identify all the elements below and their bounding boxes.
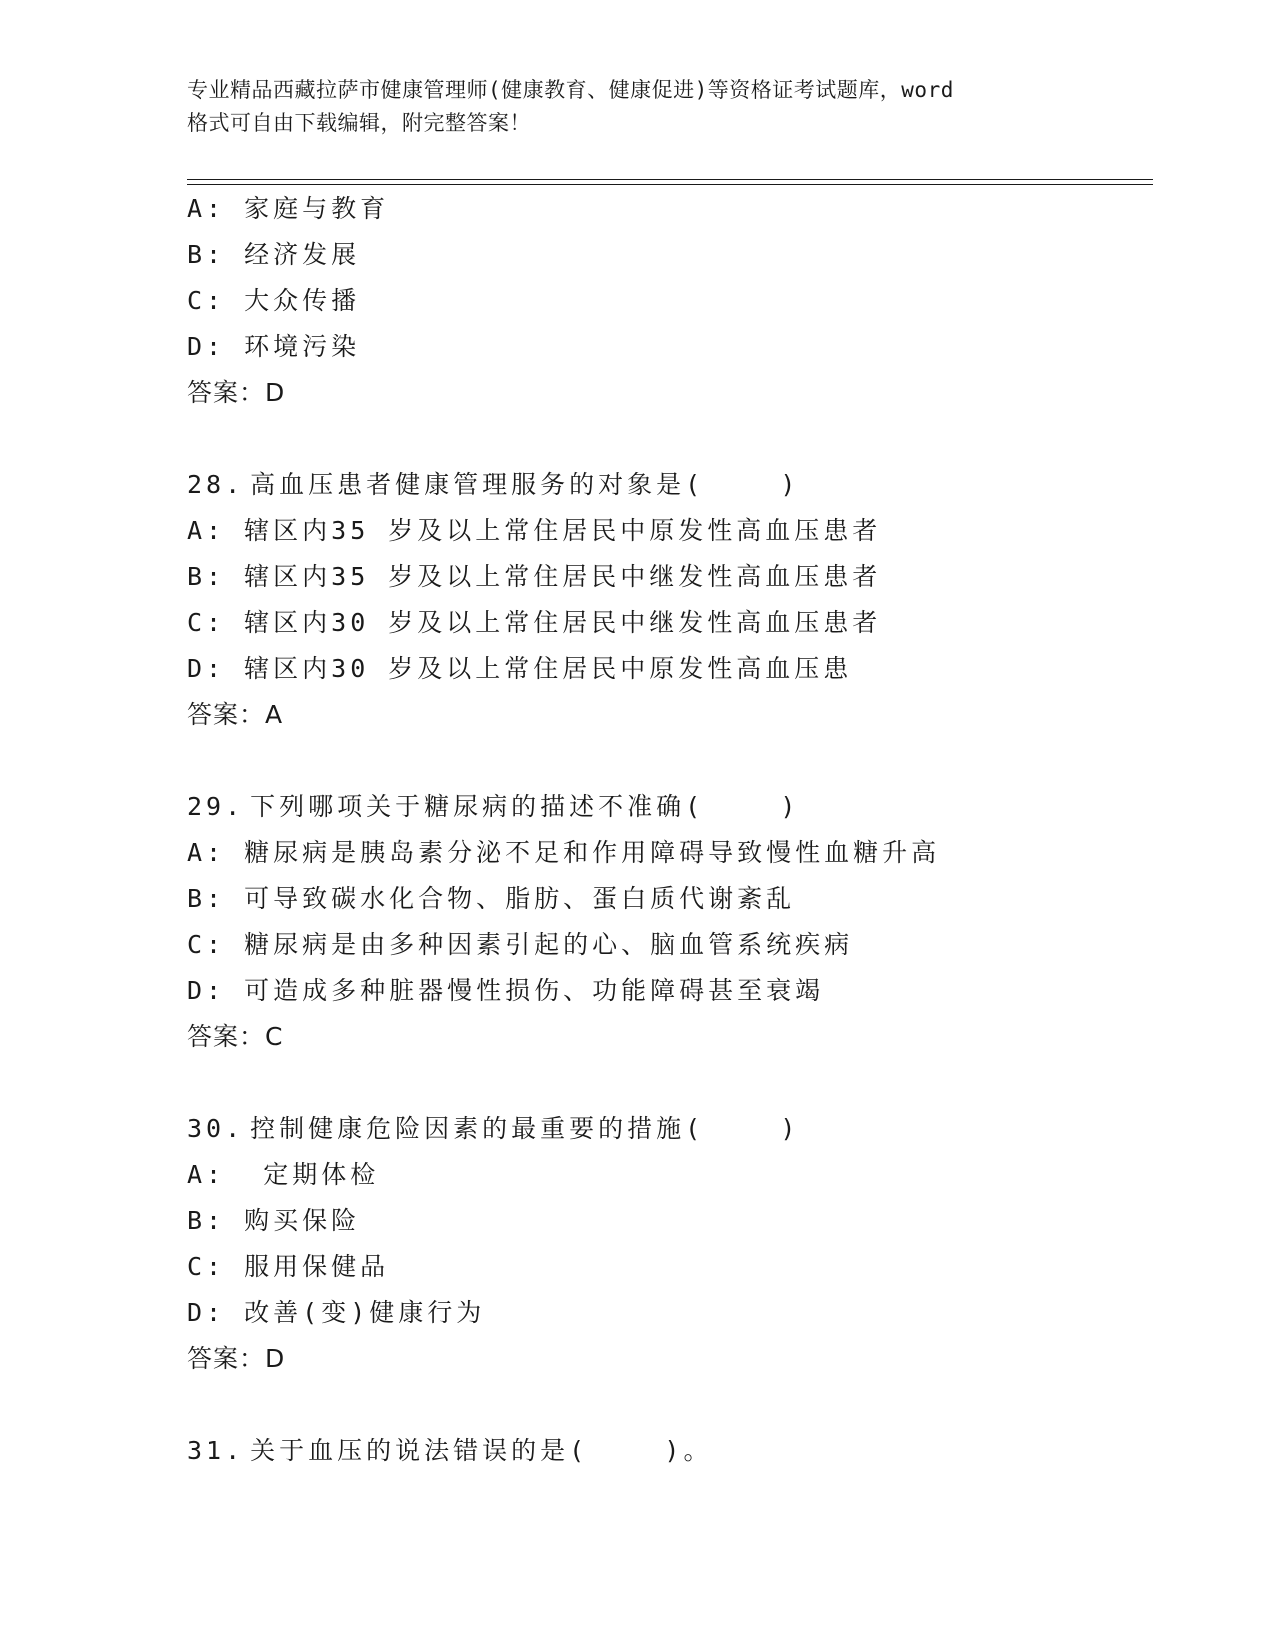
question-text: 高血压患者健康管理服务的对象是( ) [250, 470, 800, 499]
question-27 [187, 186, 1153, 416]
option-b: B: 可导致碳水化合物、脂肪、蛋白质代谢紊乱 [187, 884, 796, 913]
question-31 [187, 1428, 1153, 1474]
answer-line: 答案：C [187, 1022, 284, 1051]
question-29 [187, 784, 1153, 1060]
option-d: D: 可造成多种脏器慢性损伤、功能障碍甚至衰竭 [187, 976, 825, 1005]
option-a: A: 家庭与教育 [187, 194, 390, 223]
question-list [187, 186, 1153, 1474]
answer-line: 答案：D [187, 378, 286, 407]
option-d: D: 环境污染 [187, 332, 361, 361]
option-b: B: 经济发展 [187, 240, 361, 269]
header-line-2: 格式可自由下载编辑，附完整答案！ [187, 111, 531, 135]
option-a: A: 定期体检 [187, 1160, 380, 1189]
header-divider-bottom [187, 184, 1153, 185]
option-c: C: 糖尿病是由多种因素引起的心、脑血管系统疾病 [187, 930, 854, 959]
question-text: 关于血压的说法错误的是( )。 [250, 1436, 713, 1465]
option-c: C: 服用保健品 [187, 1252, 390, 1281]
spacer [187, 1060, 1153, 1106]
question-number: 28. [187, 470, 245, 499]
spacer [187, 738, 1153, 784]
question-text: 控制健康危险因素的最重要的措施( ) [250, 1114, 800, 1143]
question-number: 29. [187, 792, 245, 821]
option-b: B: 购买保险 [187, 1206, 361, 1235]
spacer [187, 416, 1153, 462]
option-b: B: 辖区内35 岁及以上常住居民中继发性高血压患者 [187, 562, 882, 591]
header-line-1: 专业精品西藏拉萨市健康管理师(健康教育、健康促进)等资格证考试题库，word [187, 78, 954, 102]
option-a: A: 辖区内35 岁及以上常住居民中原发性高血压患者 [187, 516, 882, 545]
question-stem [187, 462, 1153, 508]
question-stem [187, 784, 1153, 830]
option-a: A: 糖尿病是胰岛素分泌不足和作用障碍导致慢性血糖升高 [187, 838, 941, 867]
spacer [187, 1382, 1153, 1428]
question-text: 下列哪项关于糖尿病的描述不准确( ) [250, 792, 800, 821]
question-stem [187, 1428, 1153, 1474]
question-28 [187, 462, 1153, 738]
option-c: C: 大众传播 [187, 286, 361, 315]
option-c: C: 辖区内30 岁及以上常住居民中继发性高血压患者 [187, 608, 882, 637]
option-d: D: 改善(变)健康行为 [187, 1298, 486, 1327]
question-stem [187, 1106, 1153, 1152]
question-number: 30. [187, 1114, 245, 1143]
question-number: 31. [187, 1436, 245, 1465]
document-header [187, 74, 1087, 140]
question-30 [187, 1106, 1153, 1382]
answer-line: 答案：A [187, 700, 284, 729]
answer-line: 答案：D [187, 1344, 286, 1373]
header-divider-top [187, 179, 1153, 180]
option-d: D: 辖区内30 岁及以上常住居民中原发性高血压患 [187, 654, 853, 683]
